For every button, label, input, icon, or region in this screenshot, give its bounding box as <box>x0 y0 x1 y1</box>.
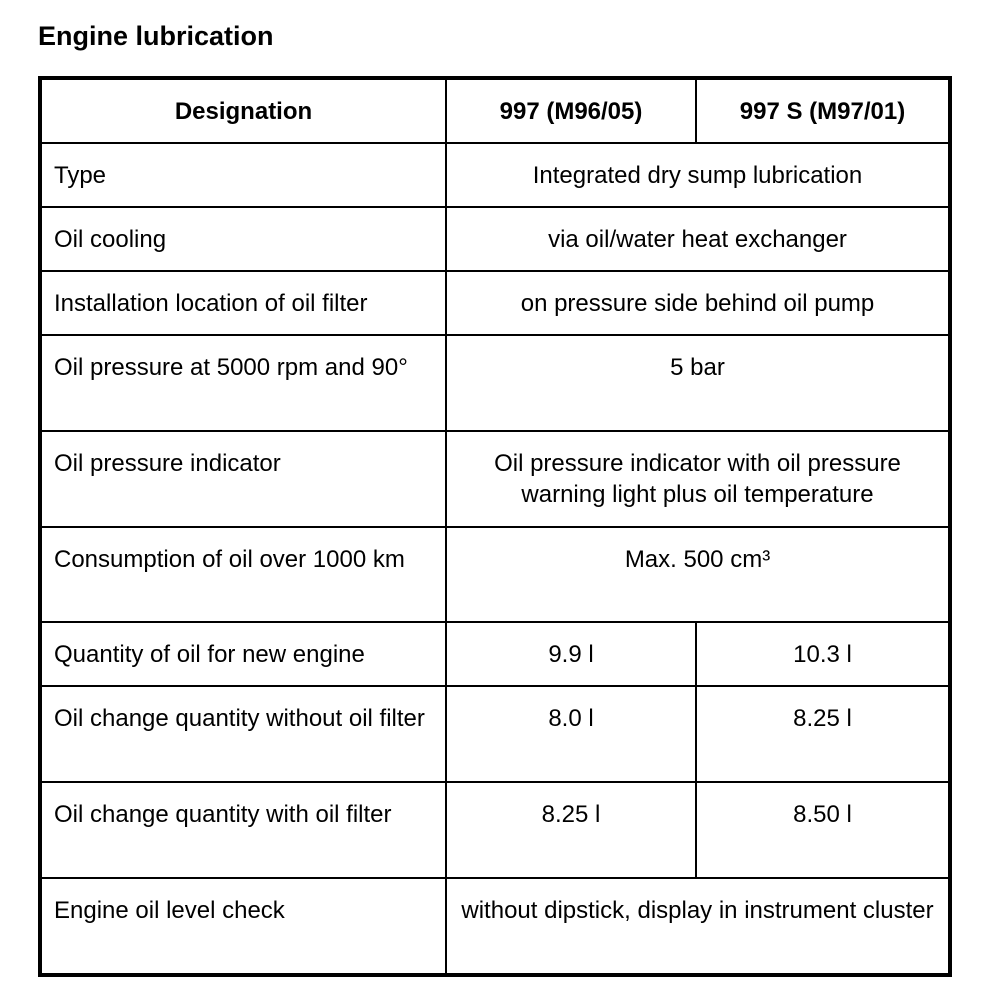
row-value-oil-pressure: 5 bar <box>446 335 950 431</box>
row-value-oil-consumption: Max. 500 cm³ <box>446 527 950 622</box>
table-row <box>40 143 950 207</box>
row-label-type: Type <box>40 143 446 207</box>
row-label-pressure-indicator: Oil pressure indicator <box>40 431 446 527</box>
header-model-997s: 997 S (M97/01) <box>696 78 950 143</box>
row-value-new-engine-997s: 10.3 l <box>696 622 950 686</box>
table-row <box>40 335 950 431</box>
page-title: Engine lubrication <box>38 21 274 51</box>
row-value-type: Integrated dry sump lubrication <box>446 143 950 207</box>
table-row <box>40 207 950 271</box>
table-row <box>40 878 950 975</box>
header-designation: Designation <box>40 78 446 143</box>
table-row <box>40 431 950 527</box>
row-value-new-engine-997: 9.9 l <box>446 622 696 686</box>
table-row <box>40 527 950 622</box>
row-value-with-filter-997s: 8.50 l <box>696 782 950 878</box>
row-label-oil-cooling: Oil cooling <box>40 207 446 271</box>
row-value-without-filter-997: 8.0 l <box>446 686 696 782</box>
table-row <box>40 271 950 335</box>
engine-lubrication-table <box>38 76 952 977</box>
table-header-row <box>40 78 950 143</box>
table-row <box>40 686 950 782</box>
row-value-level-check: without dipstick, display in instrument cluster <box>446 878 950 975</box>
table-row <box>40 782 950 878</box>
row-value-without-filter-997s: 8.25 l <box>696 686 950 782</box>
row-label-change-without-filter: Oil change quantity without oil filter <box>40 686 446 782</box>
row-value-with-filter-997: 8.25 l <box>446 782 696 878</box>
row-label-level-check: Engine oil level check <box>40 878 446 975</box>
row-label-new-engine-quantity: Quantity of oil for new engine <box>40 622 446 686</box>
header-model-997: 997 (M96/05) <box>446 78 696 143</box>
row-label-oil-pressure: Oil pressure at 5000 rpm and 90° <box>40 335 446 431</box>
row-value-filter-location: on pressure side behind oil pump <box>446 271 950 335</box>
table-row <box>40 622 950 686</box>
row-label-oil-consumption: Consumption of oil over 1000 km <box>40 527 446 622</box>
row-value-pressure-indicator: Oil pressure indicator with oil pressure warning light plus oil temperature <box>446 431 950 527</box>
row-label-filter-location: Installation location of oil filter <box>40 271 446 335</box>
row-label-change-with-filter: Oil change quantity with oil filter <box>40 782 446 878</box>
row-value-oil-cooling: via oil/water heat exchanger <box>446 207 950 271</box>
